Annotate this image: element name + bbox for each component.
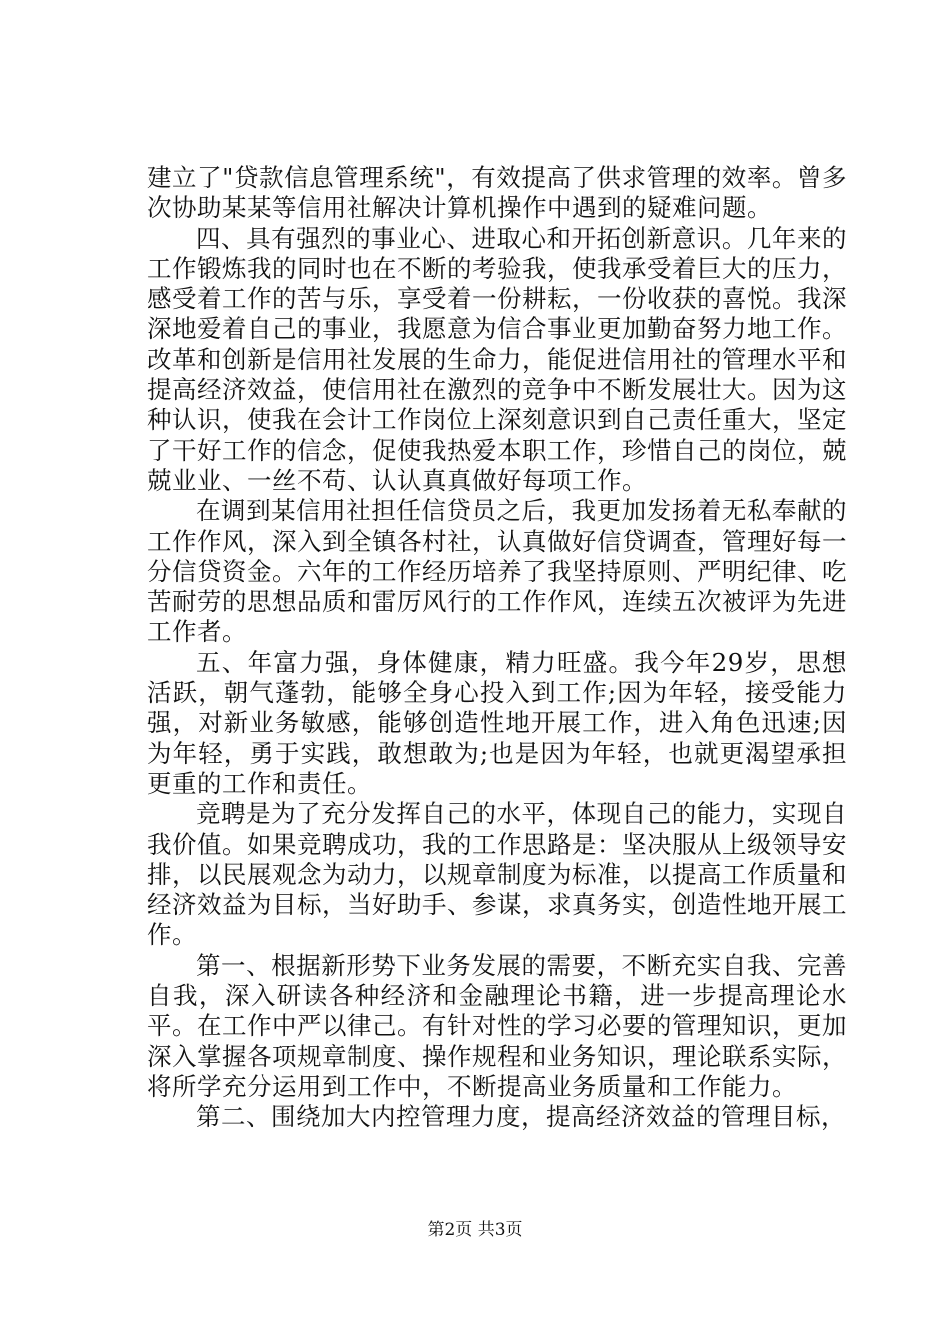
document-body	[147, 163, 847, 1133]
page-number: 第2页 共3页	[427, 1220, 523, 1240]
paragraph-continued: 建立了"贷款信息管理系统"，有效提高了供求管理的效率。曾多次协助某某等信用社解决计算机操作中遇到的疑难问题。	[147, 163, 847, 223]
page-footer	[0, 1219, 950, 1241]
paragraph-competition: 竞聘是为了充分发挥自己的水平，体现自己的能力，实现自我价值。如果竞聘成功，我的工作思路是：坚决服从上级领导安排，以民展观念为动力，以规章制度为标准，以提高工作质量和经济效益为目标，当好助手、参谋，求真务实，创造性地开展工作。	[147, 799, 847, 950]
paragraph-credit-officer: 在调到某信用社担任信贷员之后，我更加发扬着无私奉献的工作作风，深入到全镇各村社，认真做好信贷调查，管理好每一分信贷资金。六年的工作经历培养了我坚持原则、严明纪律、吃苦耐劳的思想品质和雷厉风行的工作作风，连续五次被评为先进工作者。	[147, 496, 847, 647]
paragraph-five: 五、年富力强，身体健康，精力旺盛。我今年29岁，思想活跃，朝气蓬勃，能够全身心投入到工作;因为年轻，接受能力强，对新业务敏感，能够创造性地开展工作，进入角色迅速;因为年轻，勇于实践，敢想敢为;也是因为年轻，也就更渴望承担更重的工作和责任。	[147, 647, 847, 798]
paragraph-second: 第二、围绕加大内控管理力度，提高经济效益的管理目标，	[196, 1102, 846, 1132]
paragraph-four: 四、具有强烈的事业心、进取心和开拓创新意识。几年来的工作锻炼我的同时也在不断的考验我，使我承受着巨大的压力，感受着工作的苦与乐，享受着一份耕耘，一份收获的喜悦。我深深地爱着自己的事业，我愿意为信合事业更加勤奋努力地工作。改革和创新是信用社发展的生命力，能促进信用社的管理水平和提高经济效益，使信用社在激烈的竞争中不断发展壮大。因为这种认识，使我在会计工作岗位上深刻意识到自己责任重大，坚定了干好工作的信念，促使我热爱本职工作，珍惜自己的岗位，兢兢业业、一丝不苟、认认真真做好每项工作。	[147, 223, 847, 495]
paragraph-first: 第一、根据新形势下业务发展的需要，不断充实自我、完善自我，深入研读各种经济和金融理论书籍，进一步提高理论水平。在工作中严以律己。有针对性的学习必要的管理知识，更加深入掌握各项规章制度、操作规程和业务知识，理论联系实际，将所学充分运用到工作中，不断提高业务质量和工作能力。	[147, 950, 847, 1101]
